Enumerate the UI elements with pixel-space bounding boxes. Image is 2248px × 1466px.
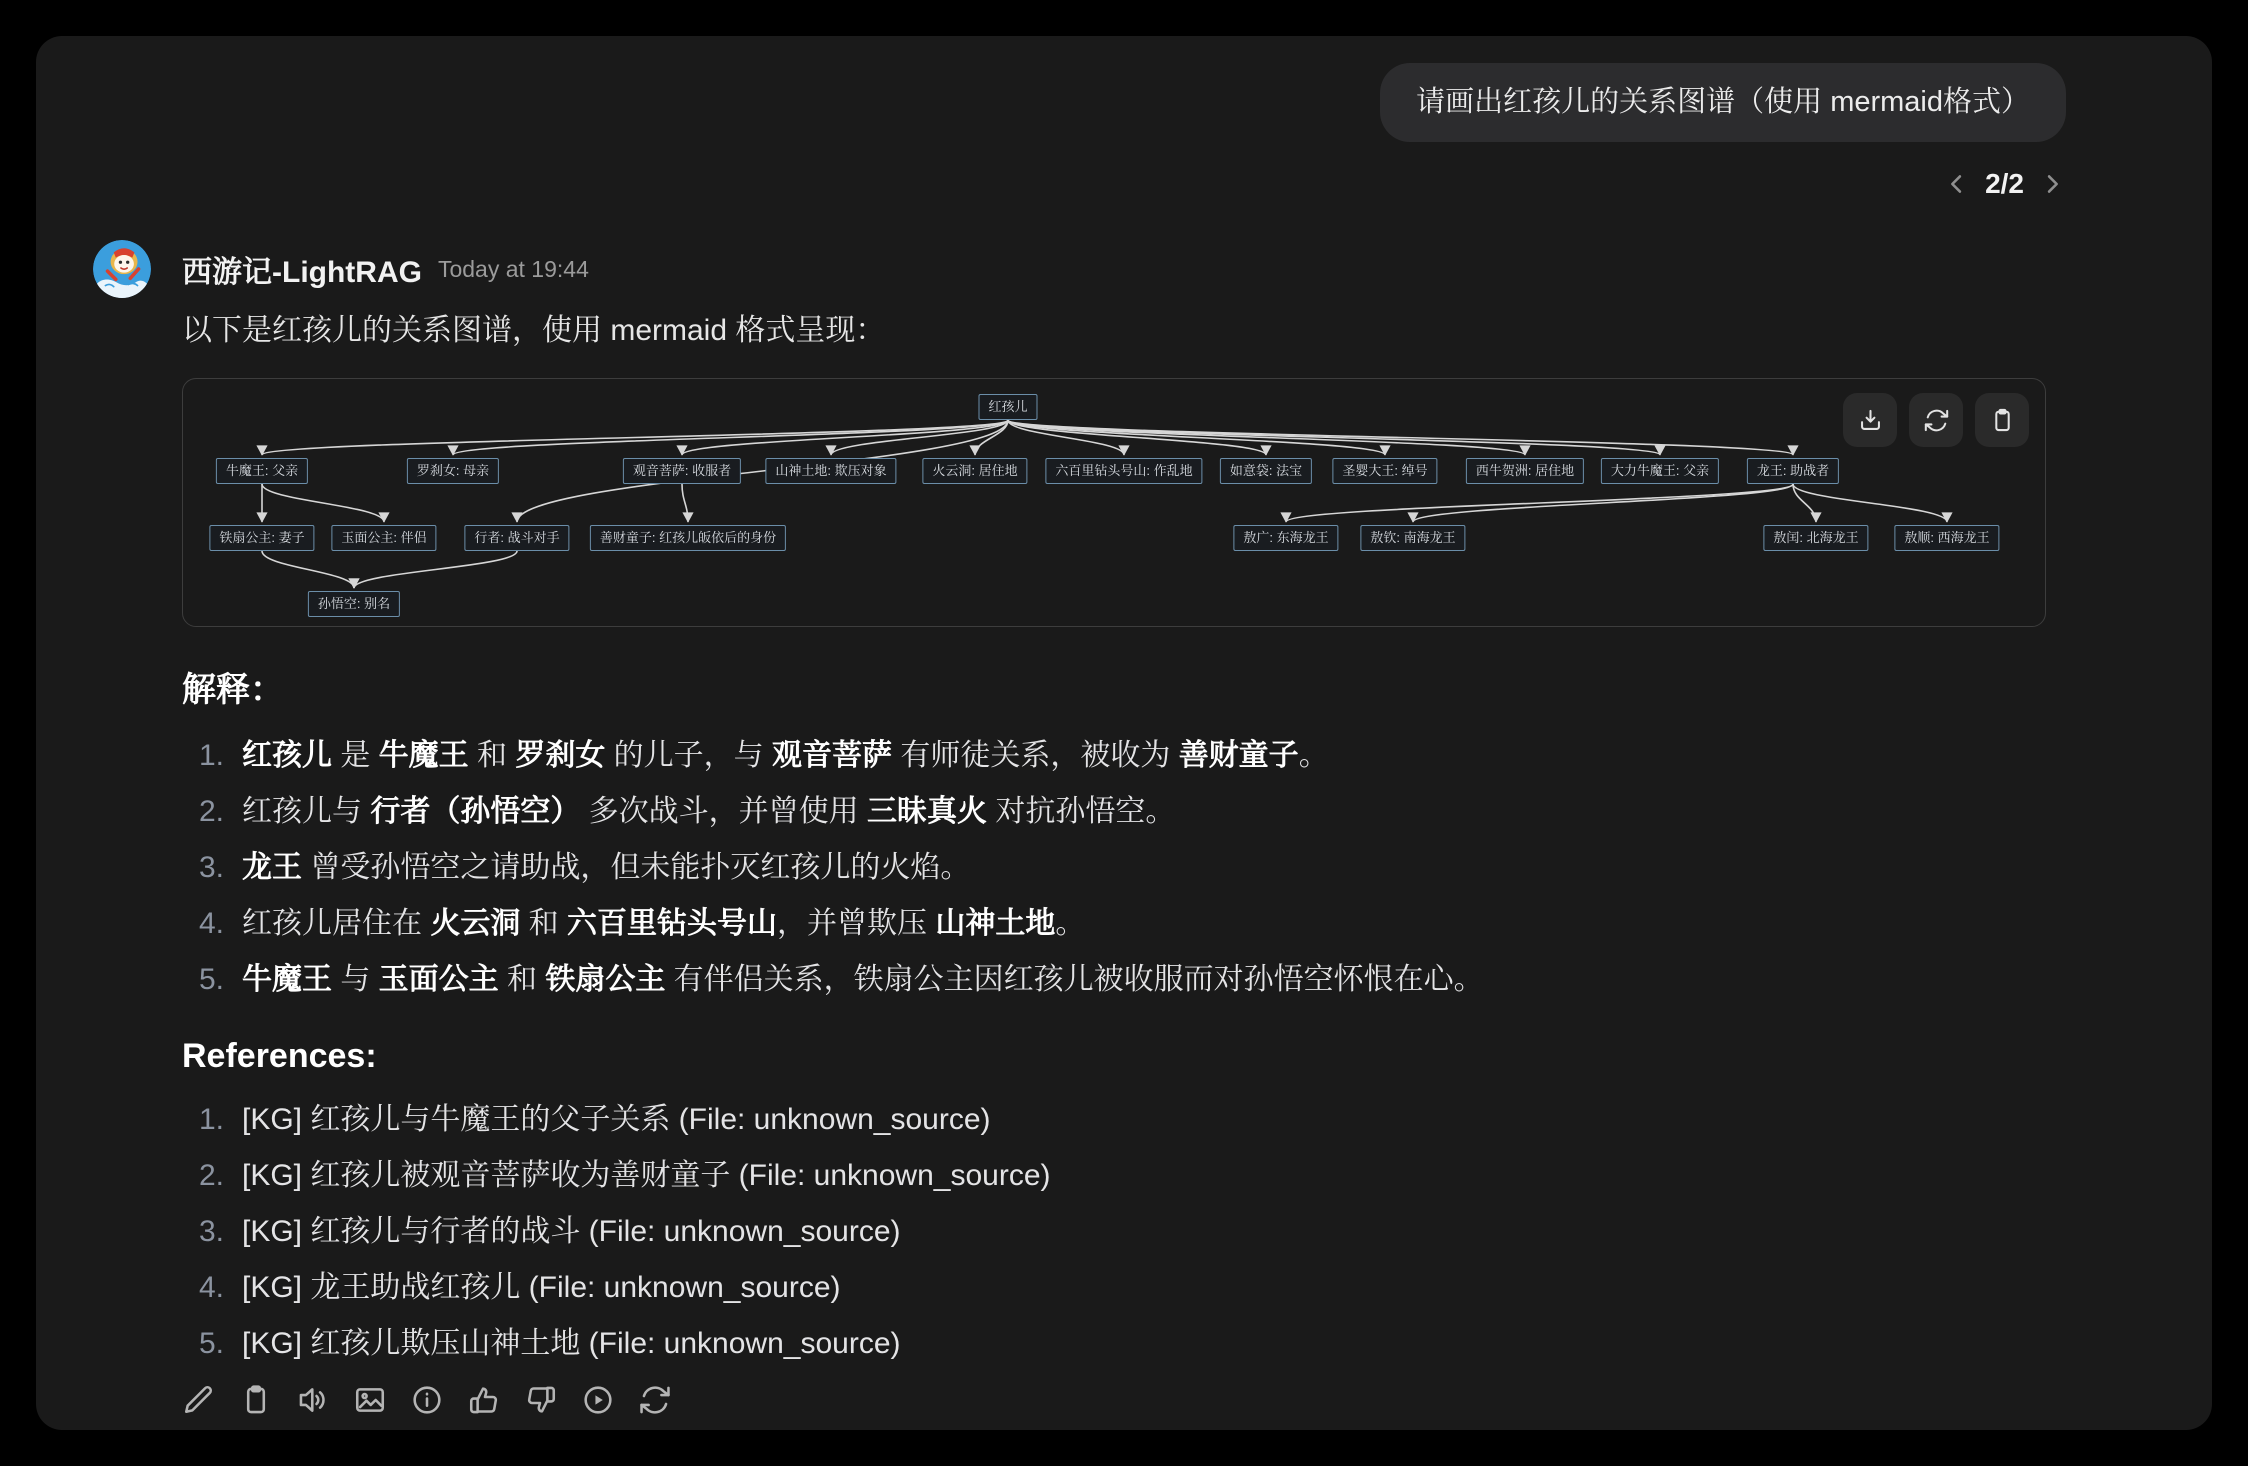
user-message-row xyxy=(182,63,2066,142)
edit-icon xyxy=(182,1383,216,1417)
pagination-prev-button[interactable] xyxy=(1943,170,1971,198)
explanation-item: 4. 红孩儿居住在 火云洞 和 六百里钻头号山，并曾欺压 山神土地。 xyxy=(198,907,1086,940)
diagram-node-aoqin: 敖钦: 南海龙王 xyxy=(1360,525,1465,551)
explanation-item: 1. 红孩儿 是 牛魔王 和 罗刹女 的儿子，与 观音菩萨 有师徒关系，被收为 善财童子。 xyxy=(198,739,1329,772)
avatar xyxy=(93,240,151,298)
chevron-left-icon xyxy=(1943,170,1971,198)
monkey-avatar-icon xyxy=(93,240,151,298)
refresh-button[interactable] xyxy=(1909,393,1963,447)
download-button[interactable] xyxy=(1843,393,1897,447)
info-button[interactable] xyxy=(410,1383,444,1417)
diagram-node-tieshan: 铁扇公主: 妻子 xyxy=(209,525,314,551)
info-icon xyxy=(410,1383,444,1417)
diagram-node-shengying: 圣婴大王: 绰号 xyxy=(1332,458,1437,484)
diagram-node-xingzhe: 行者: 战斗对手 xyxy=(464,525,569,551)
message-action-bar xyxy=(182,1383,2066,1430)
reference-item: 5. [KG] 红孩儿欺压山神土地 (File: unknown_source) xyxy=(198,1327,901,1360)
reference-item: 3. [KG] 红孩儿与行者的战斗 (File: unknown_source) xyxy=(198,1215,901,1248)
clipboard-button[interactable] xyxy=(1975,393,2029,447)
diagram-node-aorun: 敖闰: 北海龙王 xyxy=(1763,525,1868,551)
diagram-node-aoshun: 敖顺: 西海龙王 xyxy=(1894,525,1999,551)
diagram-node-sun: 孙悟空: 别名 xyxy=(308,591,400,617)
diagram-node-liubaili: 六百里钻头号山: 作乱地 xyxy=(1045,458,1202,484)
explanation-list xyxy=(182,739,2066,997)
diagram-node-dali: 大力牛魔王: 父亲 xyxy=(1601,458,1719,484)
chat-window xyxy=(36,36,2212,1430)
thumbs-down-button[interactable] xyxy=(524,1383,558,1417)
clipboard-icon xyxy=(1989,407,2016,434)
message-pagination xyxy=(182,164,2066,204)
diagram-edges xyxy=(183,379,2045,626)
diagram-node-ruyidai: 如意袋: 法宝 xyxy=(1220,458,1312,484)
regenerate-button[interactable] xyxy=(638,1383,672,1417)
diagram-node-xiniu: 西牛贺洲: 居住地 xyxy=(1466,458,1584,484)
diagram-node-guanyin: 观音菩萨: 收服者 xyxy=(623,458,741,484)
diagram-node-shancai: 善财童子: 红孩儿皈依后的身份 xyxy=(590,525,786,551)
regenerate-icon xyxy=(638,1383,672,1417)
thumbs-down-icon xyxy=(524,1383,558,1417)
chat-content xyxy=(36,36,2212,1430)
mermaid-diagram xyxy=(182,378,2046,627)
references-list xyxy=(182,1103,2066,1361)
references-heading: References: xyxy=(182,1037,377,1075)
pagination-count: 2/2 xyxy=(1985,168,2024,199)
assistant-header xyxy=(182,240,2066,298)
copy-button[interactable] xyxy=(239,1383,273,1417)
diagram-node-longwang: 龙王: 助战者 xyxy=(1747,458,1839,484)
play-icon xyxy=(581,1383,615,1417)
image-icon xyxy=(353,1383,387,1417)
download-icon xyxy=(1857,407,1884,434)
copy-icon xyxy=(239,1383,273,1417)
chevron-right-icon xyxy=(2038,170,2066,198)
thumbs-up-button[interactable] xyxy=(467,1383,501,1417)
user-message-bubble: 请画出红孩儿的关系图谱（使用 mermaid格式） xyxy=(1380,63,2066,142)
assistant-intro-text: 以下是红孩儿的关系图谱，使用 mermaid 格式呈现： xyxy=(182,314,886,347)
thumbs-up-icon xyxy=(467,1383,501,1417)
diagram-node-aoguang: 敖广: 东海龙王 xyxy=(1233,525,1338,551)
diagram-node-huoyun: 火云洞: 居住地 xyxy=(922,458,1027,484)
explanation-item: 2. 红孩儿与 行者（孙悟空） 多次战斗，并曾使用 三昧真火 对抗孙悟空。 xyxy=(198,795,1176,828)
diagram-node-luo: 罗刹女: 母亲 xyxy=(407,458,499,484)
speaker-button[interactable] xyxy=(296,1383,330,1417)
assistant-timestamp: Today at 19:44 xyxy=(437,255,589,282)
speaker-icon xyxy=(296,1383,330,1417)
diagram-toolbar xyxy=(1843,393,2029,447)
diagram-node-yumian: 玉面公主: 伴侣 xyxy=(331,525,436,551)
assistant-name: 西游记-LightRAG xyxy=(182,256,422,289)
diagram-node-niu: 牛魔王: 父亲 xyxy=(216,458,308,484)
reference-item: 4. [KG] 龙王助战红孩儿 (File: unknown_source) xyxy=(198,1271,841,1304)
diagram-node-hong: 红孩儿 xyxy=(978,394,1037,420)
image-button[interactable] xyxy=(353,1383,387,1417)
diagram-node-shanshen: 山神土地: 欺压对象 xyxy=(765,458,896,484)
play-button[interactable] xyxy=(581,1383,615,1417)
explanation-item: 5. 牛魔王 与 玉面公主 和 铁扇公主 有伴侣关系，铁扇公主因红孩儿被收服而对孙悟空怀恨在心。 xyxy=(198,963,1484,996)
reference-item: 2. [KG] 红孩儿被观音菩萨收为善财童子 (File: unknown_source) xyxy=(198,1159,1051,1192)
reference-item: 1. [KG] 红孩儿与牛魔王的父子关系 (File: unknown_source) xyxy=(198,1103,991,1136)
pagination-next-button[interactable] xyxy=(2038,170,2066,198)
refresh-icon xyxy=(1923,407,1950,434)
edit-button[interactable] xyxy=(182,1383,216,1417)
explanation-item: 3. 龙王 曾受孙悟空之请助战，但未能扑灭红孩儿的火焰。 xyxy=(198,851,971,884)
explanation-heading: 解释： xyxy=(182,671,284,709)
